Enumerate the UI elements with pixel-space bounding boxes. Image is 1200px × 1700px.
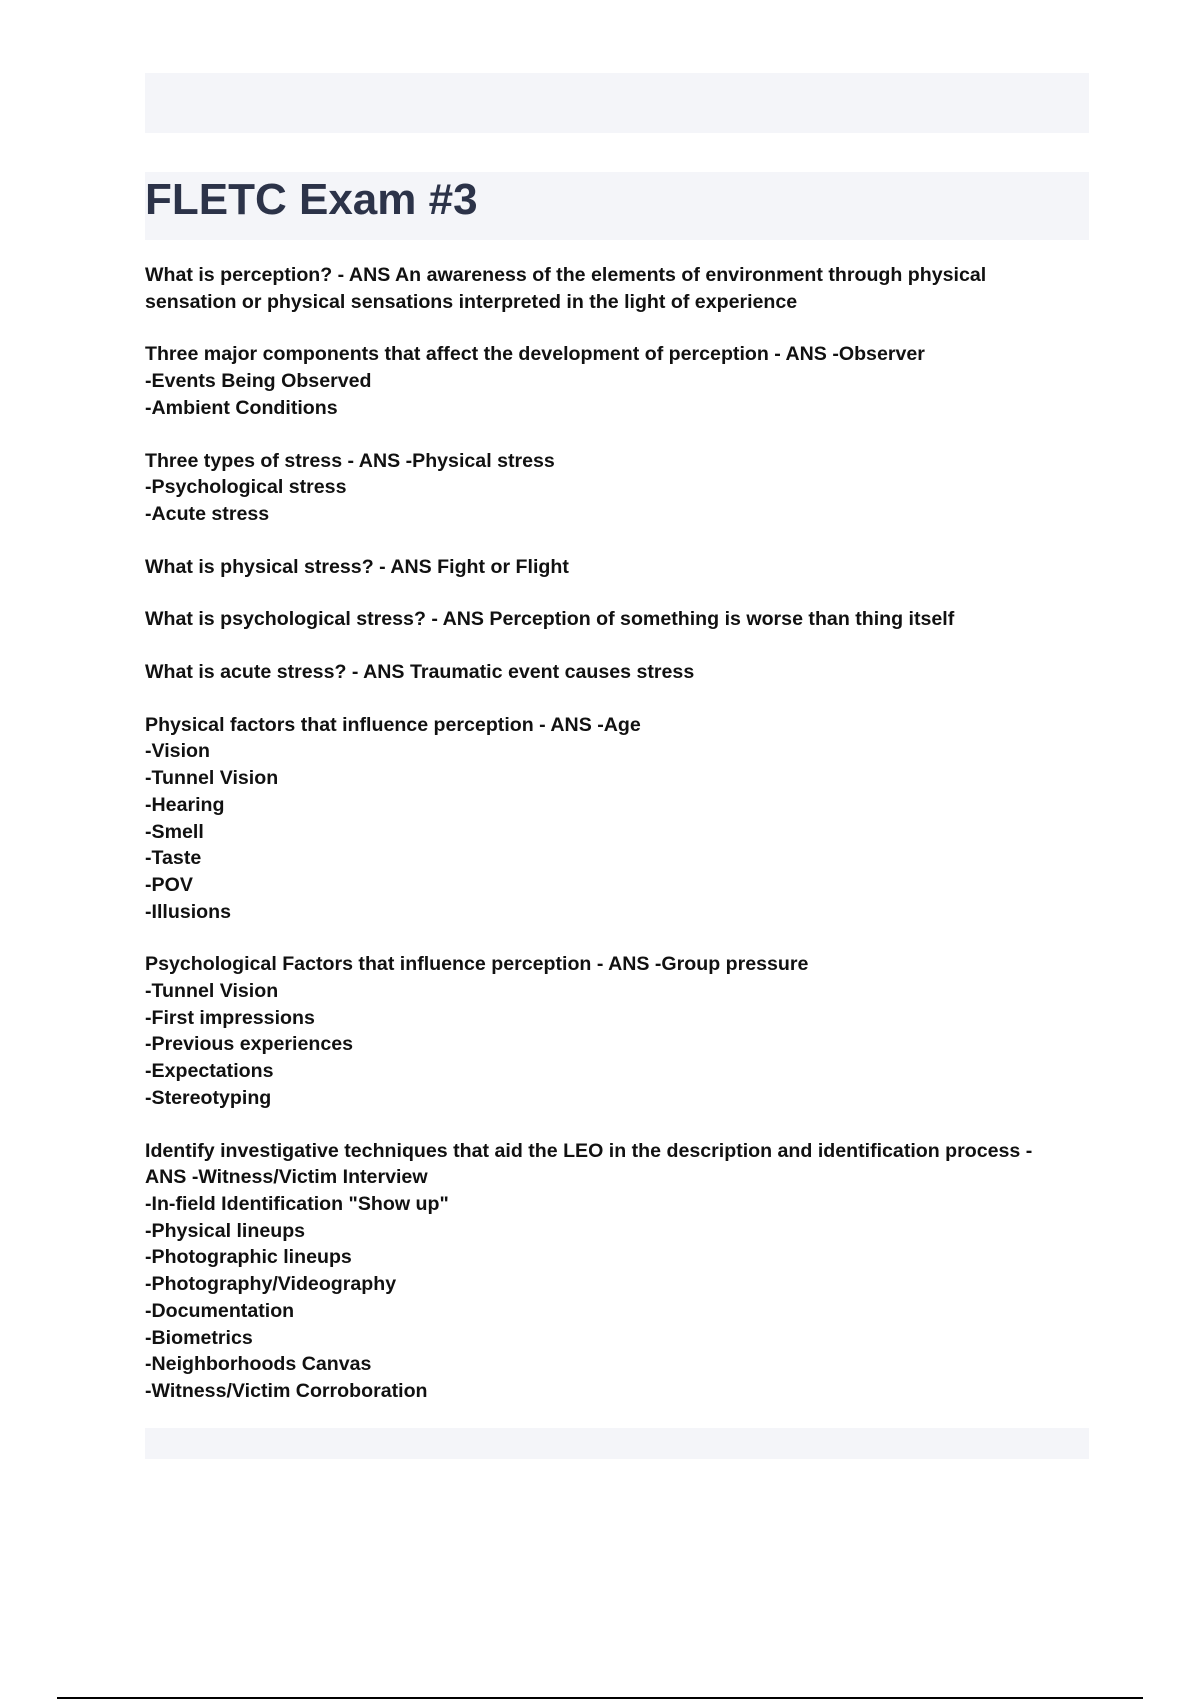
qa-line: -Tunnel Vision [145,767,279,790]
qa-line: -Biometrics [145,1326,253,1349]
qa-item [145,341,1075,421]
qa-line: -Smell [145,820,204,843]
qa-line: What is physical stress? - ANS Fight or Flight [145,555,569,578]
footer-divider [57,1697,1143,1699]
qa-line: What is psychological stress? - ANS Perception of something is worse than thing itself [145,608,955,631]
title-banner [145,172,1089,240]
qa-line: -Vision [145,740,210,763]
qa-line: -Photography/Videography [145,1273,397,1296]
qa-line: sensation or physical sensations interpreted in the light of experience [145,290,798,313]
qa-line: -Physical lineups [145,1219,306,1242]
qa-line: -Ambient Conditions [145,396,338,419]
qa-line: -Acute stress [145,502,270,525]
qa-list [145,262,1075,1431]
qa-item [145,606,1075,633]
qa-item [145,659,1075,686]
qa-line: ANS -Witness/Victim Interview [145,1166,428,1189]
qa-line: -Illusions [145,900,232,923]
qa-line: What is acute stress? - ANS Traumatic event causes stress [145,661,695,684]
qa-item [145,951,1075,1111]
qa-item [145,1138,1075,1405]
qa-line: -Events Being Observed [145,370,372,393]
qa-line: -In-field Identification "Show up" [145,1192,449,1215]
qa-line: Physical factors that influence perception - ANS -Age [145,713,641,736]
qa-line: -Previous experiences [145,1033,354,1056]
qa-item [145,448,1075,528]
qa-line: -First impressions [145,1006,315,1029]
qa-line: -Stereotyping [145,1086,272,1109]
qa-line: -POV [145,873,193,896]
qa-line: What is perception? - ANS An awareness of the elements of environment through physical [145,264,987,286]
document-title: FLETC Exam #3 [145,175,478,224]
header-band [145,73,1089,133]
qa-item [145,554,1075,581]
qa-line: -Photographic lineups [145,1246,352,1269]
qa-item [145,712,1075,926]
footer-band [145,1428,1089,1459]
qa-line: Three types of stress - ANS -Physical stress [145,449,555,472]
qa-line: -Expectations [145,1060,274,1083]
qa-line: -Witness/Victim Corroboration [145,1379,428,1402]
qa-line: -Hearing [145,793,225,816]
qa-line: Psychological Factors that influence perception - ANS -Group pressure [145,953,809,976]
qa-line: -Psychological stress [145,476,347,499]
qa-line: -Neighborhoods Canvas [145,1353,372,1376]
qa-line: Three major components that affect the development of perception - ANS -Observer [145,343,925,366]
qa-item [145,262,1075,315]
qa-line: Identify investigative techniques that aid the LEO in the description and identification process - [145,1139,1033,1162]
qa-line: -Documentation [145,1299,295,1322]
qa-line: -Tunnel Vision [145,980,279,1003]
qa-line: -Taste [145,847,202,870]
